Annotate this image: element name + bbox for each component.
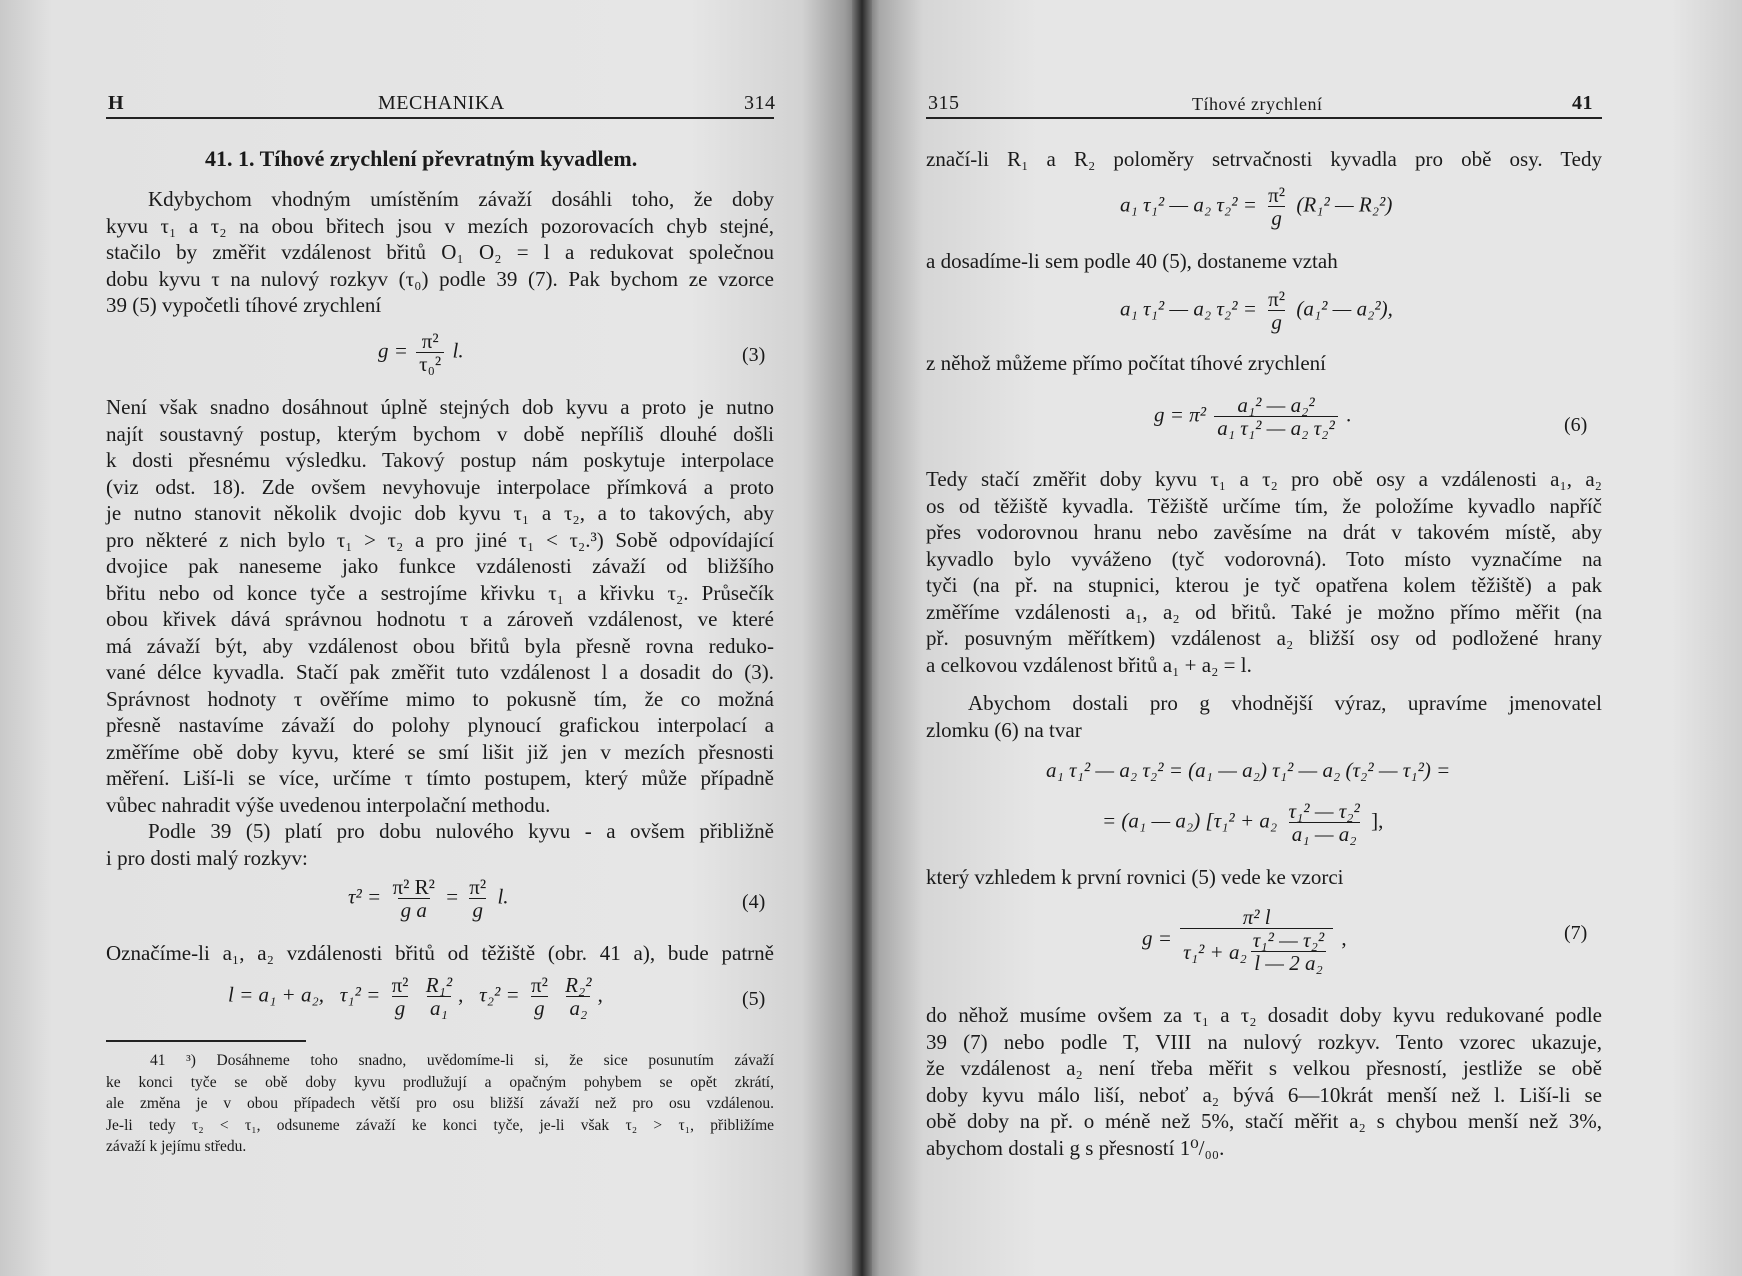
text-line: kyvadlo bylo vyváženo (tyč vodorovná). Toto místo vyznačíme na (926, 546, 1602, 571)
running-title: Tíhové zrychlení (1192, 94, 1323, 114)
paragraph-r1 (926, 466, 1602, 743)
eq-den: g (1268, 310, 1285, 333)
text-line: břitu nebo od konce tyče a sestrojíme křivku τ₁ a křivku τ₂. Průsečík (106, 580, 774, 605)
fraction (1180, 906, 1333, 974)
text-line: z něhož můžeme přímo počítat tíhové zrychlení (926, 351, 1327, 375)
text-line: a dosadíme-li sem podle 40 (5), dostaneme vztah (926, 249, 1338, 273)
eq-equals: = (446, 884, 459, 909)
fraction (1265, 288, 1288, 333)
text-line: vůbec nahradit výše uvedenou interpolační methodu. (106, 792, 551, 817)
fraction (1265, 184, 1288, 229)
text-line: Abychom dostali pro g vhodnější výraz, upravíme jmenovatel (968, 691, 1602, 715)
text-line: změříme vzdálenosti a₁, a₂ od břitů. Také je možno přímo měřit (na (926, 599, 1602, 624)
page-number: 315 (928, 92, 960, 114)
text-line: pro některé z nich bylo τ₁ > τ₂ a pro jiné τ₁ < τ₂.³) Sobě odpovídající (106, 527, 774, 552)
equation-number: (3) (742, 344, 766, 366)
text-line: k dosti přesnému výsledku. Takový postup nám poskytuje interpolace (106, 448, 774, 472)
eq-num: π² (469, 875, 487, 899)
eq-tail: ], (1371, 808, 1384, 833)
paragraph-r3 (926, 1002, 1602, 1161)
fraction (423, 974, 455, 1019)
text-line: dobu kyvu τ na nulový rozkyv (τ₀) podle 39 (7). Pak bychom ze vzorce (106, 266, 774, 291)
equation-7 (1142, 906, 1347, 974)
equation-4 (348, 876, 509, 921)
text-line: os od těžiště kyvadla. Těžiště určíme tím, že položíme kyvadlo napříč (926, 493, 1602, 518)
eq-den: a₂ (566, 996, 590, 1019)
eq-num: R₁² (425, 973, 453, 997)
section-number: 41 (1572, 92, 1593, 114)
text-line (926, 864, 1344, 891)
eq-tail: . (1346, 402, 1352, 427)
footnote-line: 41 ³) Dosáhneme toho snadno, uvědomíme-li si, že sice posunutím závaží (150, 1052, 774, 1069)
eq-den: g (1268, 206, 1285, 229)
equation-6 (1154, 394, 1351, 439)
text-line: měření. Liší-li se více, určíme τ tímto postupem, který může případně (106, 766, 774, 790)
left-page (0, 0, 862, 1276)
text-line: má závaží být, aby vzdálenost obou břitů byla přesně rovna reduko- (106, 633, 774, 658)
equation-number: (4) (742, 891, 766, 913)
eq-part: l = a₁ + a₂, (228, 982, 325, 1007)
footnote-rule (106, 1040, 306, 1042)
eq-den (1180, 928, 1333, 974)
text-line: je nutno stanovit několik dvojic dob kyvu τ₁ a τ₂, a to takových, aby (106, 501, 774, 525)
text-line: abychom dostali g s přesností 1⁰/₀₀. (926, 1135, 1225, 1160)
text-line: Kdybychom vhodným umístěním závaží dosáhli toho, že doby (148, 187, 774, 211)
eq-den: l — 2 a₂ (1251, 951, 1326, 974)
eq-num: π² (391, 973, 409, 997)
text-line: přes vodorovnou hranu nebo zavěsíme na drát v takovém místě, aby (926, 520, 1602, 544)
text-line: Tedy stačí změřit doby kyvu τ₁ a τ₂ pro obě osy a vzdálenosti a₁, a₂ (926, 467, 1602, 491)
eq-num: τ₁² — τ₂² (1288, 799, 1360, 823)
equation-c2 (1102, 800, 1383, 845)
fraction (389, 974, 412, 1019)
footnote (106, 1050, 774, 1158)
eq-lhs: τ² = (348, 884, 382, 909)
equation-b (1120, 288, 1393, 333)
equation-number: (6) (1564, 414, 1588, 436)
eq-den: a₁ — a₂ (1289, 822, 1360, 845)
text-line: dvojice pak naneseme jako funkce vzdálenosti závaží od bližšího (106, 554, 774, 578)
paragraph-1 (106, 186, 774, 319)
section-mark: H (108, 92, 125, 114)
header-rule (106, 117, 774, 119)
text-line: značí-li R₁ a R₂ poloměry setrvačnosti kyvadla pro obě osy. Tedy (926, 147, 1602, 171)
eq-den: τ₀² (416, 352, 444, 375)
text-line: Označíme-li a₁, a₂ vzdálenosti břitů od těžiště (obr. 41 a), bude patrně (106, 941, 774, 965)
text-line: do něhož musíme ovšem za τ₁ a τ₂ dosadit doby kyvu redukované podle (926, 1003, 1602, 1027)
text-line: př. posuvným měřítkem) vzdálenost a₂ bližší osy od podložené hrany (926, 626, 1602, 650)
right-page (862, 0, 1742, 1276)
header-rule (926, 117, 1602, 119)
text-line: že vzdálenost a₂ není třeba měřit s velkou přesností, jestliže se obě (926, 1056, 1602, 1080)
fraction (389, 876, 437, 921)
eq-num: π² l (1242, 905, 1271, 929)
eq-num: π² (421, 329, 439, 353)
text-line: doby kyvu málo liší, neboť a₂ bývá 6—10krát menší než l. Liší-li se (926, 1082, 1602, 1107)
eq-tail: l. (497, 884, 509, 909)
text-line (926, 248, 1338, 275)
eq-num: R₂² (565, 973, 592, 997)
paragraph-2 (106, 394, 774, 871)
text-line: vané délce kyvadla. Stačí pak změřit tuto vzdálenost l a dosadit do (3). (106, 660, 774, 684)
eq-tail: , (1341, 925, 1347, 950)
eq-num: π² R² (392, 875, 435, 899)
text-line: a celkovou vzdálenost břitů a₁ + a₂ = l. (926, 652, 1252, 677)
text-line: Správnost hodnoty τ ověříme mimo to pokusně tím, že co možná (106, 686, 774, 711)
eq-lhs: a₁ τ₁² — a₂ τ₂² = (1120, 296, 1257, 321)
fraction (1250, 929, 1327, 974)
equation-a (1120, 184, 1392, 229)
text-line: 39 (5) vypočetli tíhové zrychlení (106, 293, 382, 317)
footnote-line: závaží k jejímu středu. (106, 1138, 247, 1155)
text-line: najít soustavný postup, kterým bychom v době nepříliš dlouhé došli (106, 421, 774, 446)
text-line: stačilo by změřit vzdálenost břitů O₁ O₂ = l a redukovat společnou (106, 240, 774, 264)
text-line: obě doby na př. o méně než 5%, stačí měřit a₂ s chybou menší než 3%, (926, 1109, 1602, 1133)
eq-num: π² (1268, 287, 1286, 311)
eq-part: τ₂² = (479, 982, 520, 1007)
text-line (926, 146, 1602, 173)
text-line: který vzhledem k první rovnici (5) vede ke vzorci (926, 865, 1344, 889)
text-line: (viz odst. 18). Zde ovšem nevyhovuje interpolace přímková a proto (106, 474, 774, 499)
text-line: tyči (na př. na stupnici, kterou je tyč opatřena kolem těžiště) a pak (926, 573, 1602, 597)
eq-den: g (469, 898, 486, 921)
footnote-line: ke konci tyče se obě doby kyvu prodlužují a opačným pohybem se opět zkrátí, (106, 1073, 774, 1091)
eq-den: g a (398, 898, 430, 921)
text-line: i pro dosti malý rozkyv: (106, 845, 308, 870)
fraction (1285, 800, 1362, 845)
eq-num: a₁² — a₂² (1237, 393, 1315, 417)
eq-tail: (a₁² — a₂²), (1296, 296, 1393, 321)
eq-part: τ₁² = (339, 982, 381, 1007)
section-heading: 41. 1. Tíhové zrychlení převratným kyvadlem. (205, 146, 638, 171)
fraction (528, 974, 551, 1019)
equation-3 (378, 330, 464, 375)
eq-den: g (531, 996, 548, 1019)
eq-lhs: g = (378, 338, 408, 363)
eq-lhs: g = (1142, 925, 1172, 950)
text-line: kyvu τ₁ a τ₂ na obou břitech jsou v mezích pozorovacích chyb stejné, (106, 213, 774, 238)
eq-lhs: a₁ τ₁² — a₂ τ₂² = (1120, 192, 1257, 217)
eq-num: τ₁² — τ₂² (1252, 928, 1325, 952)
running-title: MECHANIKA (378, 92, 505, 114)
text-line: obou křivek dává správnou hodnotu τ a zároveň vzdálenost, ve které (106, 607, 774, 631)
text-line: Podle 39 (5) platí pro dobu nulového kyvu - a ovšem přibližně (148, 819, 774, 843)
eq-den: a₁ τ₁² — a₂ τ₂² (1214, 416, 1338, 439)
eq-den: g (392, 996, 409, 1019)
footnote-line: Je-li tedy τ₂ < τ₁, odsuneme závaží ke konci tyče, je-li však τ₂ > τ₁, přibližíme (106, 1116, 774, 1134)
eq-lhs: = (a₁ — a₂) [τ₁² + a₂ (1102, 808, 1278, 833)
equation-5: l = a₁ + a₂, τ₁² = $\frac{\text{π²}}{g}$ $\frac{\text{R₁²}}{\text{a₁}}$ , τ₂² = $\frac{\text{π²}}{g}$ $\frac{\text{R₂²}}{\text{a₂}}$ , (228, 973, 603, 1020)
eq-tail: (R₁² — R₂²) (1296, 192, 1393, 217)
book-gutter (852, 0, 872, 1276)
text-line: 39 (7) nebo podle T, VIII na nulový rozkyv. Tento vzorec ukazuje, (926, 1029, 1602, 1054)
paragraph-4 (106, 940, 774, 967)
fraction (1214, 394, 1338, 439)
text-line: zlomku (6) na tvar (926, 717, 1082, 742)
page-number: 314 (744, 92, 776, 114)
fraction (562, 974, 594, 1019)
footnote-line: ale změna je v obou případech větší pro osu bližší závaží než pro osu vzdálenou. (106, 1095, 774, 1112)
text-line (926, 350, 1326, 377)
spacer (926, 678, 1602, 690)
eq-tail: l. (452, 338, 464, 363)
eq-lhs: g = π² (1154, 402, 1206, 427)
eq-num: π² (1268, 183, 1286, 207)
text-line: Není však snadno dosáhnout úplně stejných dob kyvu a proto je nutno (106, 395, 774, 419)
equation-number: (5) (742, 988, 766, 1010)
eq-den-lhs: τ₁² + a₂ (1183, 939, 1247, 964)
equation-number: (7) (1564, 922, 1588, 944)
equation-c1: a₁ τ₁² — a₂ τ₂² = (a₁ — a₂) τ₁² — a₂ (τ₂² — τ₁²) = (1046, 758, 1451, 782)
fraction (466, 876, 489, 921)
text-line: přesně nastavíme závaží do polohy plynoucí grafickou interpolací a (106, 713, 774, 737)
text-line: změříme obě doby kyvu, které se smí lišit již jen v mezích přesnosti (106, 739, 774, 764)
fraction (416, 330, 444, 375)
eq-num: π² (530, 973, 548, 997)
eq-den: a₁ (427, 996, 451, 1019)
